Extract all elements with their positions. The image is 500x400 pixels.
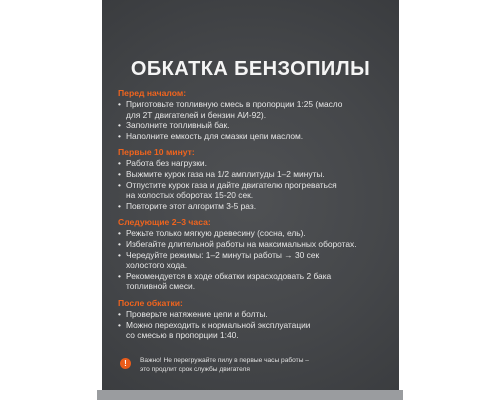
list-item-text: для 2Т двигателей и бензин АИ-92). (126, 109, 267, 120)
bullet-icon: • (118, 319, 121, 330)
list-item-text: Наполните емкость для смазки цепи маслом. (126, 130, 304, 141)
list-item-text: Чередуйте режимы: 1–2 минуты работы → 30 сек (126, 249, 320, 260)
list-item-text: Выжмите курок газа на 1/2 амплитуды 1–2 минуты. (126, 168, 325, 179)
list-item-text: Отпустите курок газа и дайте двигателю прогреваться (126, 179, 337, 190)
bullet-icon: • (118, 200, 121, 211)
warning-line: Важно! Не перегружайте пилу в первые часы работы – (140, 357, 309, 364)
section-title: Следующие 2–3 часа: (118, 217, 211, 228)
bullet-icon: • (118, 168, 121, 179)
warning-line: это продлит срок службы двигателя (140, 366, 250, 373)
bullet-icon: • (118, 270, 121, 281)
bullet-icon: • (118, 130, 121, 141)
page-title: ОБКАТКА БЕНЗОПИЛЫ (130, 58, 371, 80)
list-item (118, 228, 386, 239)
sections-container (118, 88, 386, 341)
list-item (118, 120, 386, 131)
section-title: После обкатки: (118, 297, 183, 308)
section-list (118, 309, 386, 341)
warning-note (120, 356, 385, 374)
bullet-icon: • (118, 99, 121, 109)
list-item-text: на холостых оборотах 15-20 сек. (126, 190, 254, 201)
list-item (118, 180, 386, 201)
bullet-icon: • (118, 228, 121, 239)
bottom-strip (97, 390, 403, 400)
list-item (118, 250, 386, 271)
list-item-text: Приготовьте топливную смесь в пропорции 1:25 (масло (126, 99, 343, 109)
list-item (118, 158, 386, 169)
list-item-text: Режьте только мягкую древесину (сосна, ель). (126, 228, 306, 239)
list-item-text: топливной смеси. (126, 281, 196, 292)
list-item-text: Повторите этот алгоритм 3-5 раз. (126, 200, 257, 211)
list-item (118, 131, 386, 142)
list-item-text: Избегайте длительной работы на максимальных оборотах. (126, 238, 357, 249)
section-title: Первые 10 минут: (118, 147, 195, 158)
list-item-text: Рекомендуется в ходе обкатки израсходовать 2 бака (126, 270, 332, 281)
list-item (118, 320, 386, 341)
bullet-icon: • (118, 179, 121, 190)
section-list (118, 158, 386, 211)
bullet-icon: • (118, 238, 121, 249)
instruction-card (102, 0, 399, 400)
list-item (118, 169, 386, 180)
section-list (118, 228, 386, 292)
bullet-icon: • (118, 308, 121, 319)
section-list (118, 99, 386, 141)
bullet-icon: • (118, 158, 121, 169)
warning-text (140, 356, 309, 374)
list-item-text: со смесью в пропорции 1:40. (126, 330, 239, 341)
list-item-text: Работа без нагрузки. (126, 158, 207, 169)
list-item (118, 271, 386, 292)
list-item (118, 99, 386, 120)
list-item-text: Можно переходить к нормальной эксплуатации (126, 319, 311, 330)
bullet-icon: • (118, 120, 121, 131)
list-item-text: Заполните топливный бак. (126, 120, 230, 131)
list-item (118, 201, 386, 212)
list-item-text: Проверьте натяжение цепи и болты. (126, 308, 268, 319)
warning-icon: ! (120, 358, 131, 369)
list-item-text: холостого хода. (126, 260, 188, 271)
bullet-icon: • (118, 249, 121, 260)
list-item (118, 309, 386, 320)
section-title: Перед началом: (118, 88, 187, 98)
list-item (118, 239, 386, 250)
